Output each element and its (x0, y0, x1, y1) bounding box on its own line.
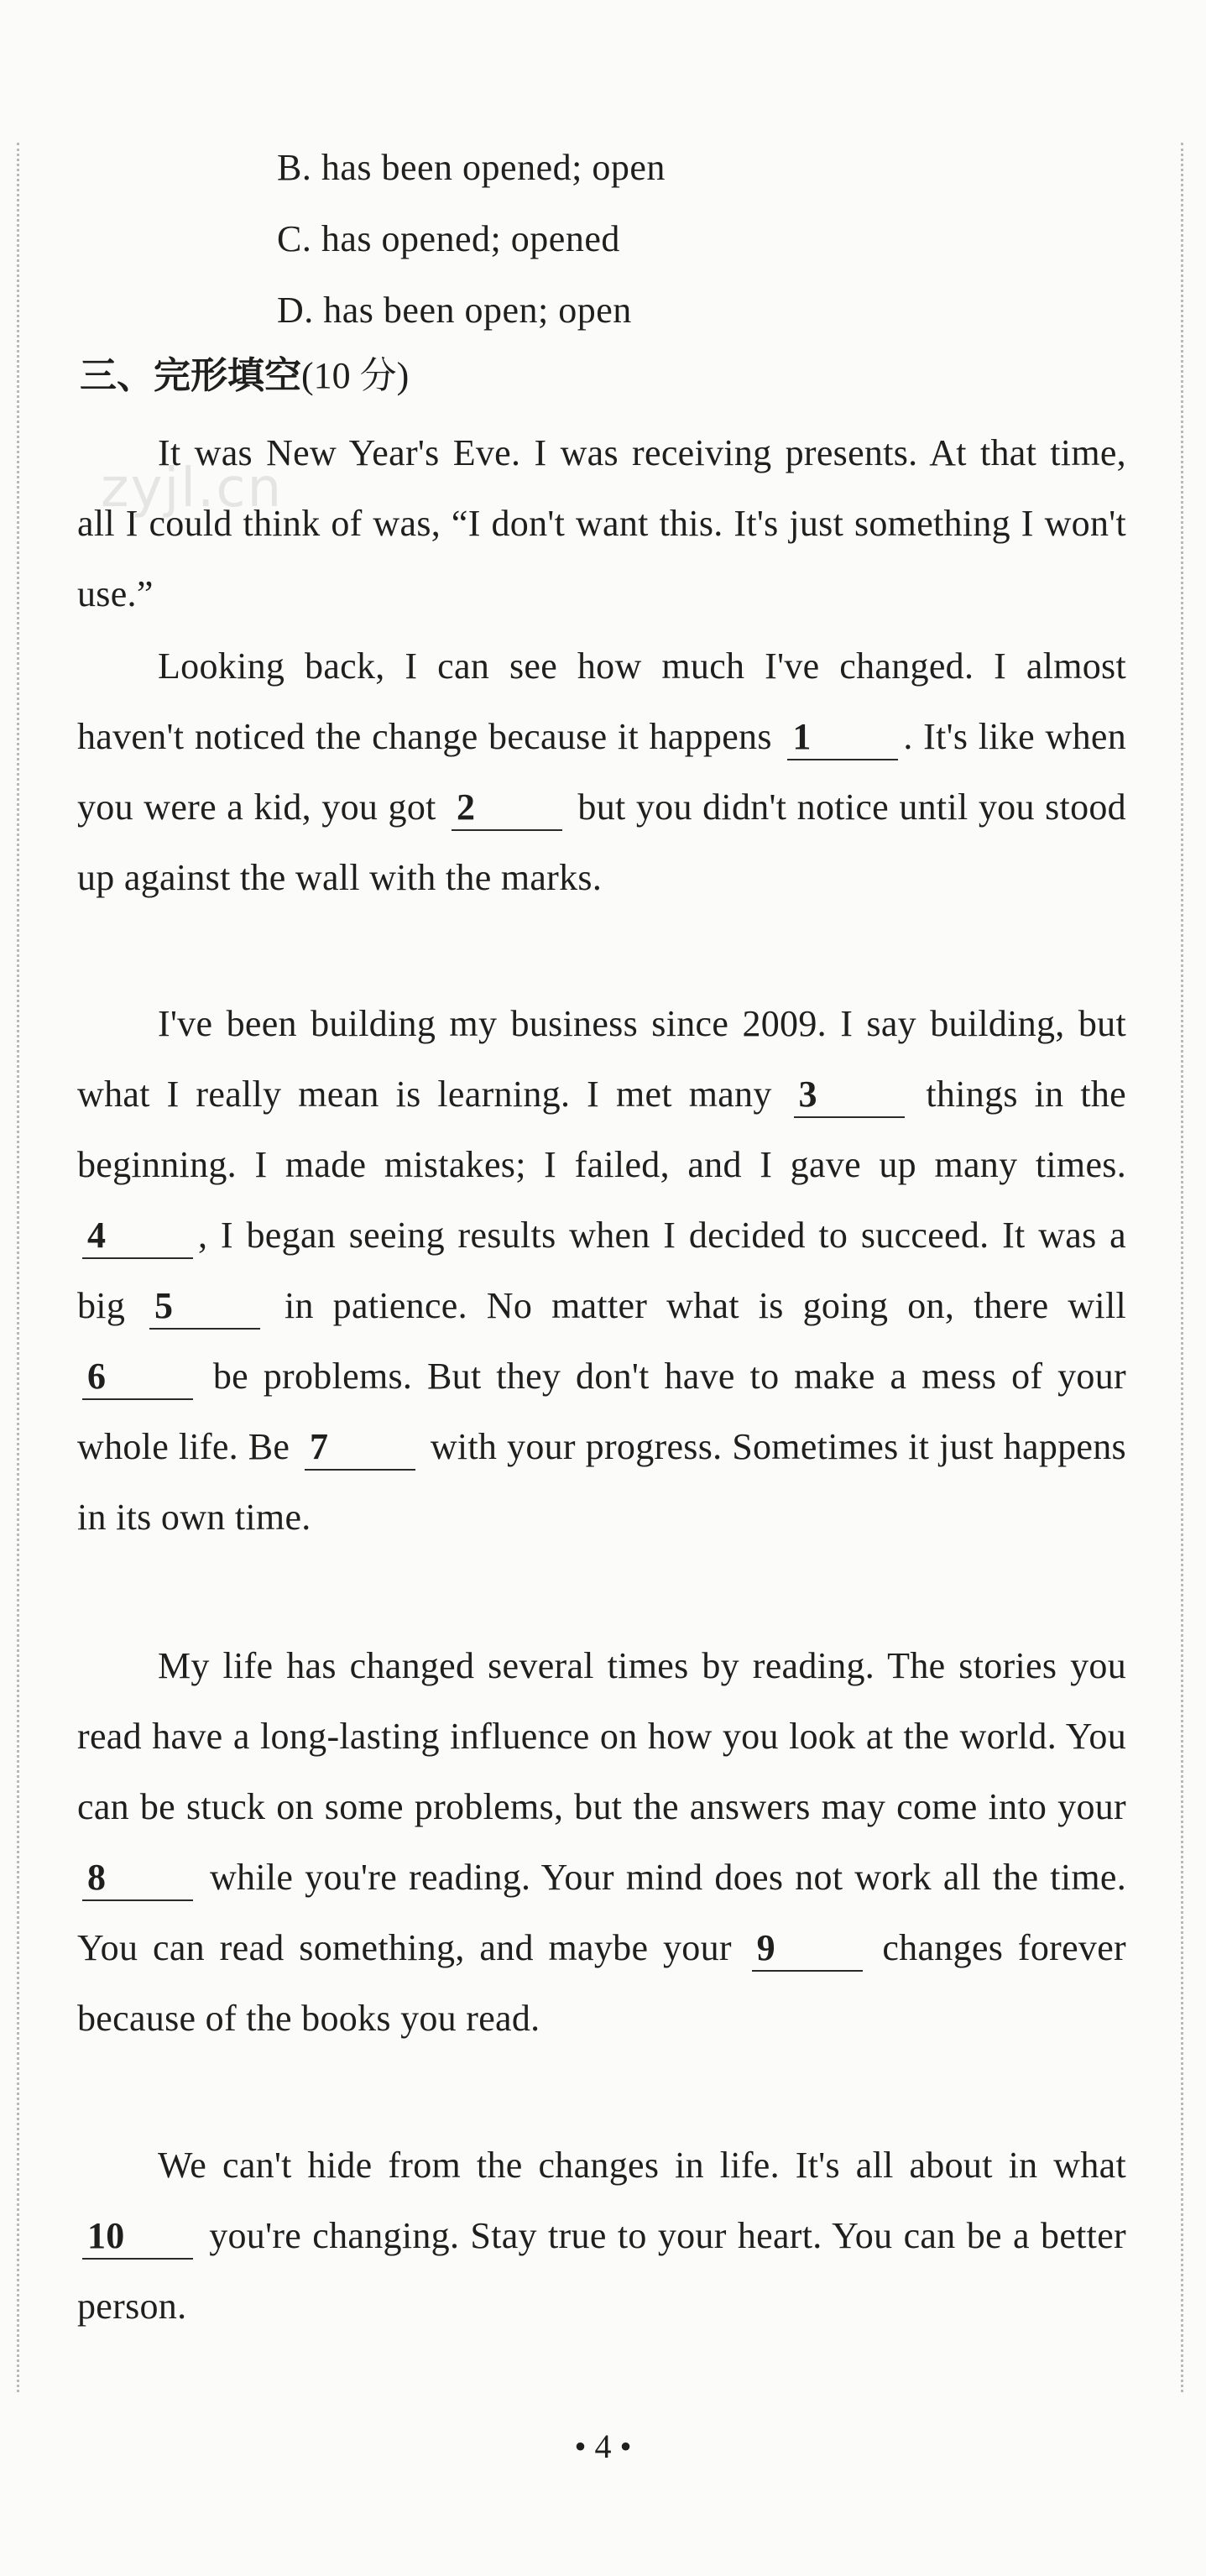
option-b: B. has been opened; open (277, 147, 666, 188)
paragraph-3: I've been building my business since 2009. I say building, but what I really mean is learning. I met many 3 things in the beginning. I made mistakes; I failed, and I gave up many times. 4 , I began seeing results when I decided to succeed. It was a big 5 in patience. No matter what is going on, there will 6 be problems. But they don't have to make a mess of your whole life. Be 7 with your progress. Sometimes it just happens in its own time. (77, 1003, 1126, 1538)
blank-1[interactable]: 1 (787, 715, 898, 760)
blank-5[interactable]: 5 (149, 1284, 260, 1330)
blank-10[interactable]: 10 (82, 2214, 193, 2260)
section-heading (80, 353, 409, 400)
option-d: D. has been open; open (277, 290, 632, 331)
page-number: • 4 • (574, 2427, 632, 2465)
right-margin-guide (1181, 143, 1183, 2392)
paragraph-1: It was New Year's Eve. I was receiving presents. At that time, all I could think of was, “I don't want this. It's just something I won't use.” (77, 432, 1126, 614)
option-c: C. has opened; opened (277, 218, 620, 259)
watermark-text: zyjl.cn (101, 457, 284, 520)
blank-2[interactable]: 2 (452, 786, 562, 831)
blank-3[interactable]: 3 (794, 1073, 905, 1118)
blank-4[interactable]: 4 (82, 1214, 193, 1259)
section-score: (10 分) (301, 355, 410, 396)
blank-8[interactable]: 8 (82, 1856, 193, 1901)
blank-6[interactable]: 6 (82, 1355, 193, 1400)
left-margin-guide (17, 143, 19, 2392)
blank-9[interactable]: 9 (752, 1926, 863, 1972)
paragraph-5: We can't hide from the changes in life. It's all about in what 10 you're changing. Stay true to your heart. You can be a better person. (77, 2145, 1126, 2327)
paragraph-2: Looking back, I can see how much I've changed. I almost haven't noticed the change because it happens 1 . It's like when you were a kid, you got 2 but you didn't notice until you stood up against the wall with the marks. (77, 645, 1126, 898)
blank-7[interactable]: 7 (305, 1425, 415, 1471)
section-title: 三、完形填空 (80, 354, 301, 397)
paragraph-4: My life has changed several times by reading. The stories you read have a long-lasting influence on how you look at the world. You can be stuck on some problems, but the answers may come into your 8 while you're reading. Your mind does not work all the time. You can read something, and maybe your 9 changes forever because of the books you read. (77, 1645, 1126, 2039)
